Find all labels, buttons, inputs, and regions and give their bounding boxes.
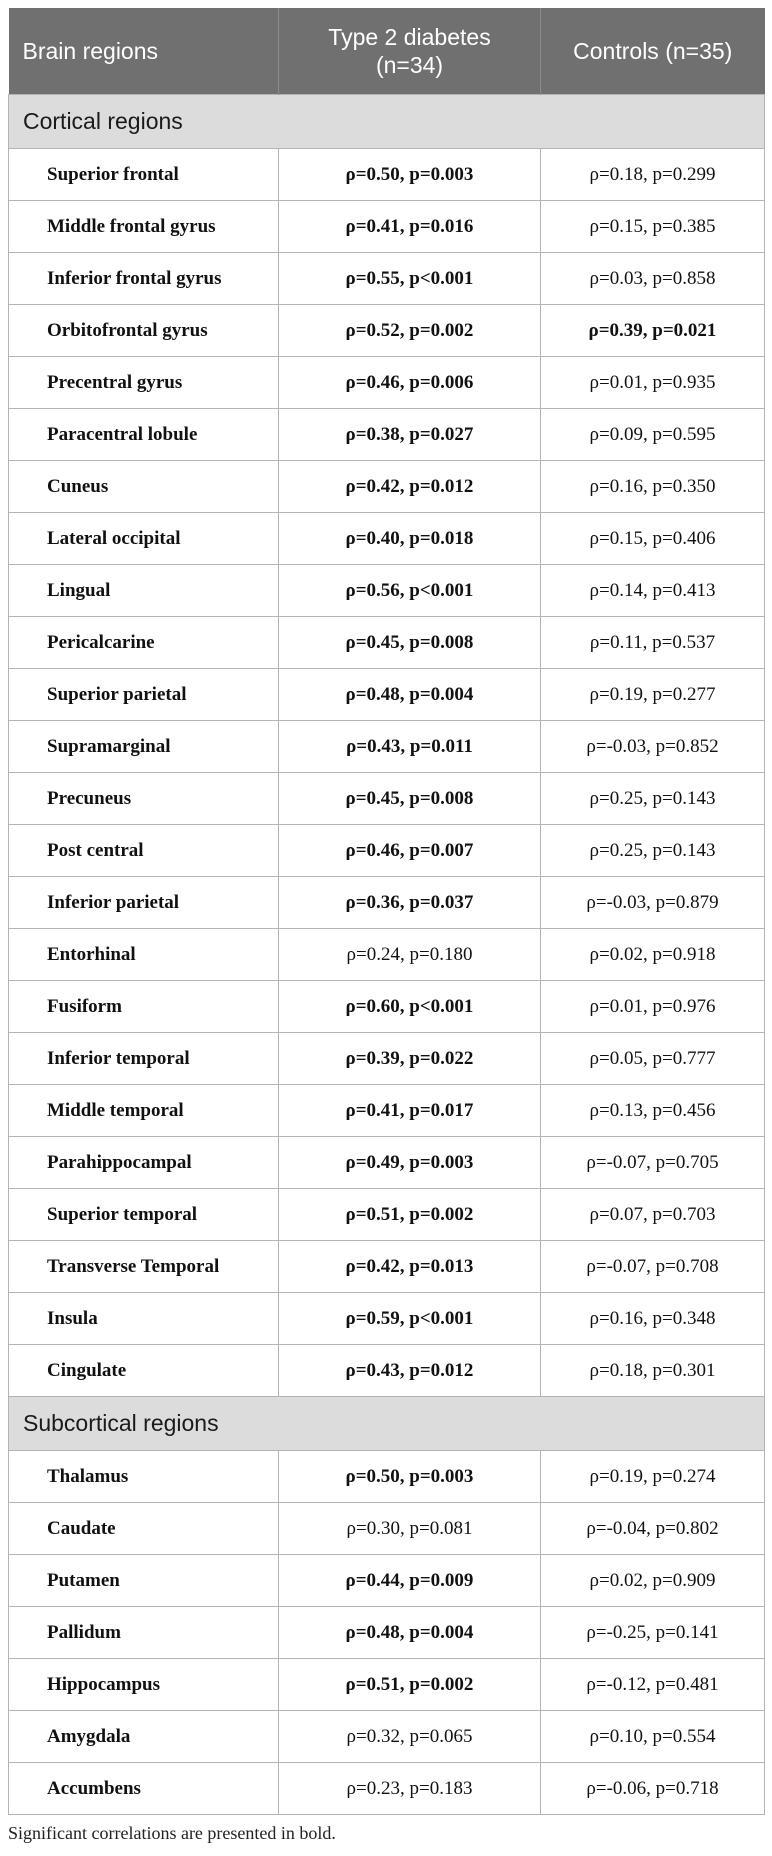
t2d-correlation-cell: ρ=0.48, p=0.004 xyxy=(279,1607,541,1659)
region-name-cell: Fusiform xyxy=(9,981,279,1033)
region-name-cell: Parahippocampal xyxy=(9,1137,279,1189)
region-name-cell: Superior parietal xyxy=(9,669,279,721)
controls-correlation-cell: ρ=0.10, p=0.554 xyxy=(541,1711,765,1763)
controls-correlation-cell: ρ=0.15, p=0.406 xyxy=(541,513,765,565)
section-header-row xyxy=(9,95,765,149)
controls-correlation-cell: ρ=0.14, p=0.413 xyxy=(541,565,765,617)
table-row xyxy=(9,981,765,1033)
region-name-cell: Lateral occipital xyxy=(9,513,279,565)
controls-correlation-cell: ρ=0.25, p=0.143 xyxy=(541,825,765,877)
section-header-row xyxy=(9,1397,765,1451)
controls-correlation-cell: ρ=0.03, p=0.858 xyxy=(541,253,765,305)
t2d-correlation-cell: ρ=0.36, p=0.037 xyxy=(279,877,541,929)
table-row xyxy=(9,669,765,721)
table-row xyxy=(9,565,765,617)
table-row xyxy=(9,1241,765,1293)
t2d-correlation-cell: ρ=0.32, p=0.065 xyxy=(279,1711,541,1763)
t2d-correlation-cell: ρ=0.49, p=0.003 xyxy=(279,1137,541,1189)
table-row xyxy=(9,1555,765,1607)
region-name-cell: Putamen xyxy=(9,1555,279,1607)
controls-correlation-cell: ρ=-0.03, p=0.852 xyxy=(541,721,765,773)
t2d-correlation-cell: ρ=0.41, p=0.016 xyxy=(279,201,541,253)
region-name-cell: Hippocampus xyxy=(9,1659,279,1711)
region-name-cell: Supramarginal xyxy=(9,721,279,773)
controls-correlation-cell: ρ=0.02, p=0.918 xyxy=(541,929,765,981)
table-row xyxy=(9,357,765,409)
t2d-correlation-cell: ρ=0.51, p=0.002 xyxy=(279,1659,541,1711)
controls-correlation-cell: ρ=-0.25, p=0.141 xyxy=(541,1607,765,1659)
region-name-cell: Middle temporal xyxy=(9,1085,279,1137)
controls-correlation-cell: ρ=0.16, p=0.348 xyxy=(541,1293,765,1345)
controls-correlation-cell: ρ=-0.04, p=0.802 xyxy=(541,1503,765,1555)
region-name-cell: Amygdala xyxy=(9,1711,279,1763)
t2d-correlation-cell: ρ=0.43, p=0.012 xyxy=(279,1345,541,1397)
table-row xyxy=(9,1189,765,1241)
t2d-correlation-cell: ρ=0.43, p=0.011 xyxy=(279,721,541,773)
region-name-cell: Pallidum xyxy=(9,1607,279,1659)
table-row xyxy=(9,877,765,929)
region-name-cell: Precentral gyrus xyxy=(9,357,279,409)
table-row xyxy=(9,461,765,513)
table-row xyxy=(9,773,765,825)
table-row xyxy=(9,1711,765,1763)
t2d-correlation-cell: ρ=0.51, p=0.002 xyxy=(279,1189,541,1241)
t2d-correlation-cell: ρ=0.24, p=0.180 xyxy=(279,929,541,981)
controls-correlation-cell: ρ=0.16, p=0.350 xyxy=(541,461,765,513)
table-row xyxy=(9,617,765,669)
controls-correlation-cell: ρ=0.13, p=0.456 xyxy=(541,1085,765,1137)
table-row xyxy=(9,1293,765,1345)
t2d-correlation-cell: ρ=0.50, p=0.003 xyxy=(279,1451,541,1503)
header-controls: Controls (n=35) xyxy=(541,8,765,95)
table-footnote: Significant correlations are presented in bold. xyxy=(8,1823,336,1843)
region-name-cell: Cuneus xyxy=(9,461,279,513)
table-row xyxy=(9,1451,765,1503)
region-name-cell: Precuneus xyxy=(9,773,279,825)
t2d-correlation-cell: ρ=0.59, p<0.001 xyxy=(279,1293,541,1345)
t2d-correlation-cell: ρ=0.55, p<0.001 xyxy=(279,253,541,305)
controls-correlation-cell: ρ=0.05, p=0.777 xyxy=(541,1033,765,1085)
table-row xyxy=(9,201,765,253)
table-row xyxy=(9,721,765,773)
t2d-correlation-cell: ρ=0.39, p=0.022 xyxy=(279,1033,541,1085)
t2d-correlation-cell: ρ=0.40, p=0.018 xyxy=(279,513,541,565)
controls-correlation-cell: ρ=0.18, p=0.299 xyxy=(541,149,765,201)
region-name-cell: Superior temporal xyxy=(9,1189,279,1241)
region-name-cell: Accumbens xyxy=(9,1763,279,1815)
controls-correlation-cell: ρ=0.19, p=0.274 xyxy=(541,1451,765,1503)
t2d-correlation-cell: ρ=0.52, p=0.002 xyxy=(279,305,541,357)
region-name-cell: Superior frontal xyxy=(9,149,279,201)
t2d-correlation-cell: ρ=0.41, p=0.017 xyxy=(279,1085,541,1137)
table-row xyxy=(9,825,765,877)
t2d-correlation-cell: ρ=0.42, p=0.013 xyxy=(279,1241,541,1293)
controls-correlation-cell: ρ=0.25, p=0.143 xyxy=(541,773,765,825)
region-name-cell: Middle frontal gyrus xyxy=(9,201,279,253)
t2d-correlation-cell: ρ=0.23, p=0.183 xyxy=(279,1763,541,1815)
controls-correlation-cell: ρ=0.11, p=0.537 xyxy=(541,617,765,669)
controls-correlation-cell: ρ=0.39, p=0.021 xyxy=(541,305,765,357)
table-row xyxy=(9,1503,765,1555)
t2d-correlation-cell: ρ=0.56, p<0.001 xyxy=(279,565,541,617)
controls-correlation-cell: ρ=0.02, p=0.909 xyxy=(541,1555,765,1607)
table-header xyxy=(9,8,765,95)
t2d-correlation-cell: ρ=0.42, p=0.012 xyxy=(279,461,541,513)
region-name-cell: Insula xyxy=(9,1293,279,1345)
controls-correlation-cell: ρ=0.01, p=0.976 xyxy=(541,981,765,1033)
controls-correlation-cell: ρ=-0.03, p=0.879 xyxy=(541,877,765,929)
t2d-correlation-cell: ρ=0.45, p=0.008 xyxy=(279,617,541,669)
region-name-cell: Orbitofrontal gyrus xyxy=(9,305,279,357)
table-row xyxy=(9,929,765,981)
controls-correlation-cell: ρ=-0.07, p=0.708 xyxy=(541,1241,765,1293)
region-name-cell: Pericalcarine xyxy=(9,617,279,669)
table-row xyxy=(9,1085,765,1137)
region-name-cell: Inferior frontal gyrus xyxy=(9,253,279,305)
header-brain-regions: Brain regions xyxy=(9,8,279,95)
t2d-correlation-cell: ρ=0.60, p<0.001 xyxy=(279,981,541,1033)
controls-correlation-cell: ρ=0.09, p=0.595 xyxy=(541,409,765,461)
t2d-correlation-cell: ρ=0.44, p=0.009 xyxy=(279,1555,541,1607)
controls-correlation-cell: ρ=0.18, p=0.301 xyxy=(541,1345,765,1397)
section-title: Cortical regions xyxy=(9,95,765,149)
section-title: Subcortical regions xyxy=(9,1397,765,1451)
region-name-cell: Thalamus xyxy=(9,1451,279,1503)
table-row xyxy=(9,1607,765,1659)
controls-correlation-cell: ρ=-0.06, p=0.718 xyxy=(541,1763,765,1815)
t2d-correlation-cell: ρ=0.46, p=0.006 xyxy=(279,357,541,409)
controls-correlation-cell: ρ=-0.12, p=0.481 xyxy=(541,1659,765,1711)
region-name-cell: Transverse Temporal xyxy=(9,1241,279,1293)
t2d-correlation-cell: ρ=0.30, p=0.081 xyxy=(279,1503,541,1555)
table-row xyxy=(9,253,765,305)
table-row xyxy=(9,1763,765,1815)
region-name-cell: Entorhinal xyxy=(9,929,279,981)
table-row xyxy=(9,409,765,461)
region-name-cell: Caudate xyxy=(9,1503,279,1555)
t2d-correlation-cell: ρ=0.45, p=0.008 xyxy=(279,773,541,825)
t2d-correlation-cell: ρ=0.46, p=0.007 xyxy=(279,825,541,877)
header-type2-diabetes: Type 2 diabetes (n=34) xyxy=(279,8,541,95)
controls-correlation-cell: ρ=0.01, p=0.935 xyxy=(541,357,765,409)
table-row xyxy=(9,1033,765,1085)
table-row xyxy=(9,149,765,201)
controls-correlation-cell: ρ=-0.07, p=0.705 xyxy=(541,1137,765,1189)
region-name-cell: Cingulate xyxy=(9,1345,279,1397)
t2d-correlation-cell: ρ=0.38, p=0.027 xyxy=(279,409,541,461)
controls-correlation-cell: ρ=0.07, p=0.703 xyxy=(541,1189,765,1241)
region-name-cell: Inferior temporal xyxy=(9,1033,279,1085)
table-body xyxy=(9,95,765,1815)
table-row xyxy=(9,513,765,565)
region-name-cell: Post central xyxy=(9,825,279,877)
controls-correlation-cell: ρ=0.19, p=0.277 xyxy=(541,669,765,721)
correlation-table xyxy=(8,8,765,1815)
table-row xyxy=(9,1345,765,1397)
t2d-correlation-cell: ρ=0.50, p=0.003 xyxy=(279,149,541,201)
table-row xyxy=(9,1659,765,1711)
region-name-cell: Inferior parietal xyxy=(9,877,279,929)
t2d-correlation-cell: ρ=0.48, p=0.004 xyxy=(279,669,541,721)
table-row xyxy=(9,1137,765,1189)
table-row xyxy=(9,305,765,357)
correlation-table-container xyxy=(8,8,764,1815)
controls-correlation-cell: ρ=0.15, p=0.385 xyxy=(541,201,765,253)
region-name-cell: Paracentral lobule xyxy=(9,409,279,461)
region-name-cell: Lingual xyxy=(9,565,279,617)
